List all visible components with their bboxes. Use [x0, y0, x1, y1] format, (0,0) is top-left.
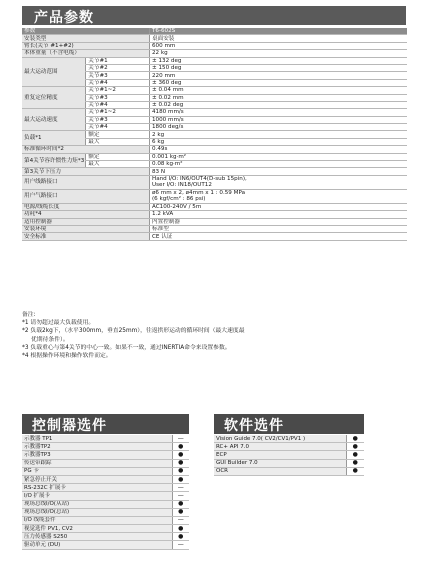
spec-value: ± 0.04 mm	[150, 87, 408, 94]
spec-param-name: 第3关节下压力	[22, 168, 150, 175]
controller-option-row	[22, 467, 189, 475]
option-name: OCR	[214, 467, 346, 475]
software-option-row	[214, 451, 364, 459]
spec-value: 1800 deg/s	[150, 124, 408, 131]
standard-dot-icon: ●	[346, 467, 364, 475]
spec-param-name: 标准循环时间*2	[22, 146, 150, 153]
spec-row	[22, 35, 407, 42]
controller-option-row	[22, 508, 189, 516]
controller-option-row	[22, 451, 189, 459]
spec-param-name: 电源/线缆长度	[22, 203, 150, 210]
spec-value: ± 132 deg	[150, 57, 408, 64]
spec-value: 0.49s	[150, 146, 408, 153]
controller-option-row	[22, 443, 189, 451]
option-name: 现场总线I/O(总站)	[22, 508, 172, 516]
spec-row	[22, 131, 407, 138]
controller-option-row	[22, 525, 189, 533]
spec-row	[22, 189, 407, 203]
spec-sub-param: 关节#1	[86, 57, 150, 64]
note-line: *2 负载2kg下，（水平300mm，垂直25mm），往返拱形运动的循环时间（最大速度最	[22, 328, 245, 335]
option-name: I/O 线缆套件	[22, 516, 172, 524]
spec-row	[22, 153, 407, 160]
spec-row	[22, 50, 407, 57]
controller-option-row	[22, 492, 189, 500]
spec-value: 83 N	[150, 168, 408, 175]
spec-param-name: 最大运动速度	[22, 109, 86, 131]
spec-value: 桌面安装	[150, 35, 408, 42]
note-line: *1 请勿超过最大负载使用。	[22, 320, 95, 327]
notes-heading: 备注:	[22, 312, 36, 318]
spec-row	[22, 233, 407, 240]
spec-row	[22, 57, 407, 64]
software-option-row	[214, 435, 364, 443]
spec-row	[22, 146, 407, 153]
option-name: RS-232C 扩展卡	[22, 484, 172, 492]
standard-dot-icon: ●	[172, 467, 189, 475]
spec-value: 22 kg	[150, 50, 408, 57]
spec-row	[22, 225, 407, 232]
spec-row	[22, 203, 407, 210]
spec-value: Hand I/O: IN6/OUT4(D-sub 15pin), User I/O: IN18/OUT12	[150, 175, 408, 189]
spec-sub-param: 关节#4	[86, 124, 150, 131]
spec-row	[22, 175, 407, 189]
standard-dot-icon: ●	[172, 500, 189, 508]
spec-param-name: 安装环境	[22, 225, 150, 232]
spec-value: 0.001 kg·m²	[150, 153, 408, 160]
option-name: 现场总线I/O(从站)	[22, 500, 172, 508]
spec-param-name: 安全标准	[22, 233, 150, 240]
option-name: 示教器TP2	[22, 443, 172, 451]
spec-row	[22, 109, 407, 116]
controller-options-table	[22, 435, 189, 550]
spec-param-name: 重复定位精度	[22, 87, 86, 109]
option-name: ECP	[214, 451, 346, 459]
spec-sub-param: 额定	[86, 153, 150, 160]
standard-dot-icon: ●	[346, 451, 364, 459]
spec-table	[22, 28, 407, 241]
standard-dot-icon: ●	[346, 435, 364, 443]
spec-row	[22, 87, 407, 94]
option-name: Vision Guide 7.0( CV2/CV1/PV1 )	[214, 435, 346, 443]
spec-value: CE 认证	[150, 233, 408, 240]
spec-value: 1000 mm/s	[150, 116, 408, 123]
note-line: *3 负载重心与第4关节的中心一致。如果不一致，通过INERTIA命令来设置参数。	[22, 344, 231, 351]
spec-value: 2 kg	[150, 131, 408, 138]
standard-dot-icon: ●	[172, 508, 189, 516]
spec-sub-param: 关节#3	[86, 116, 150, 123]
spec-row	[22, 211, 407, 218]
standard-dot-icon: ●	[346, 443, 364, 451]
note-line: 优期待条件）。	[31, 336, 69, 343]
spec-sub-param: 关节#1~2	[86, 87, 150, 94]
standard-dot-icon: ●	[172, 475, 189, 483]
spec-sub-param: 关节#3	[86, 94, 150, 101]
spec-value: 220 mm	[150, 72, 408, 79]
option-name: 压力传感器 S250	[22, 533, 172, 541]
spec-value: 1.2 kVA	[150, 211, 408, 218]
spec-param-name: 本体重量（不含电缆）	[22, 50, 150, 57]
spec-value: 6 kg	[150, 138, 408, 145]
software-options-title: 软件选件	[224, 418, 284, 434]
option-name: 示教器 TP1	[22, 435, 172, 443]
controller-option-row	[22, 475, 189, 483]
spec-sub-param: 关节#1~2	[86, 109, 150, 116]
software-options-title-bar	[214, 414, 364, 434]
standard-dot-icon: ●	[346, 459, 364, 467]
controller-option-row	[22, 435, 189, 443]
spec-value: AC100-240V / 5m	[150, 203, 408, 210]
spec-title: 产品参数	[34, 10, 94, 26]
standard-dot-icon: ●	[172, 451, 189, 459]
spec-param-name: 最大运动范围	[22, 57, 86, 87]
spec-value: T6-602S	[150, 28, 408, 35]
spec-param-name: 臂长(关节 #1+#2)	[22, 42, 150, 49]
not-available-dash-icon: —	[172, 492, 189, 500]
software-option-row	[214, 467, 364, 475]
spec-param-name: 负载*1	[22, 131, 86, 146]
spec-sub-param: 关节#4	[86, 101, 150, 108]
spec-param-name: 用户线路接口	[22, 175, 150, 189]
option-name: 紧急停止开关	[22, 475, 172, 483]
option-name: RC+ API 7.0	[214, 443, 346, 451]
spec-row	[22, 28, 407, 35]
spec-sub-param: 最大	[86, 138, 150, 145]
option-name: 驱动单元 (DU)	[22, 541, 172, 549]
spec-value: ± 0.02 mm	[150, 94, 408, 101]
spec-row	[22, 42, 407, 49]
spec-row	[22, 168, 407, 175]
option-name: 示教器TP3	[22, 451, 172, 459]
spec-sub-param: 最大	[86, 161, 150, 168]
controller-options-title: 控制器选件	[32, 418, 107, 434]
spec-value: 内置控制器	[150, 218, 408, 225]
spec-value: 标准型	[150, 225, 408, 232]
not-available-dash-icon: —	[172, 516, 189, 524]
not-available-dash-icon: —	[172, 541, 189, 549]
spec-value: ± 360 deg	[150, 79, 408, 86]
controller-option-row	[22, 516, 189, 524]
spec-param-name: 参数	[22, 28, 150, 35]
option-name: PG 卡	[22, 467, 172, 475]
spec-sub-param: 关节#2	[86, 64, 150, 71]
software-options-table	[214, 435, 364, 476]
spec-title-bar	[22, 6, 406, 25]
spec-sub-param: 关节#4	[86, 79, 150, 86]
option-name: GUI Builder 7.0	[214, 459, 346, 467]
not-available-dash-icon: —	[172, 435, 189, 443]
software-option-row	[214, 459, 364, 467]
spec-param-name: 安装类型	[22, 35, 150, 42]
not-available-dash-icon: —	[172, 484, 189, 492]
option-name: 传送带跟踪	[22, 459, 172, 467]
standard-dot-icon: ●	[172, 533, 189, 541]
controller-option-row	[22, 459, 189, 467]
spec-param-name: 第4关节容许惯性力矩*3	[22, 153, 86, 168]
spec-value: ø6 mm x 2, ø4mm x 1 : 0.59 MPa (6 kgf/cm² : 86 psi)	[150, 189, 408, 203]
option-name: 视觉选件 PV1, CV2	[22, 525, 172, 533]
controller-option-row	[22, 484, 189, 492]
notes-section	[22, 311, 412, 360]
spec-value: ± 0.02 deg	[150, 101, 408, 108]
spec-sub-param: 额定	[86, 131, 150, 138]
spec-sub-param: 关节#3	[86, 72, 150, 79]
option-name: I/O 扩展卡	[22, 492, 172, 500]
standard-dot-icon: ●	[172, 443, 189, 451]
standard-dot-icon: ●	[172, 525, 189, 533]
controller-option-row	[22, 533, 189, 541]
spec-value: 600 mm	[150, 42, 408, 49]
spec-value: 4180 mm/s	[150, 109, 408, 116]
standard-dot-icon: ●	[172, 459, 189, 467]
spec-param-name: 用户气路接口	[22, 189, 150, 203]
spec-row	[22, 218, 407, 225]
spec-value: ± 150 deg	[150, 64, 408, 71]
spec-param-name: 适用控制器	[22, 218, 150, 225]
controller-option-row	[22, 541, 189, 549]
spec-param-name: 功耗*4	[22, 211, 150, 218]
note-line: *4 根据操作环境和操作软件而定。	[22, 353, 112, 360]
controller-options-title-bar	[22, 414, 189, 434]
spec-value: 0.08 kg·m²	[150, 161, 408, 168]
controller-option-row	[22, 500, 189, 508]
software-option-row	[214, 443, 364, 451]
